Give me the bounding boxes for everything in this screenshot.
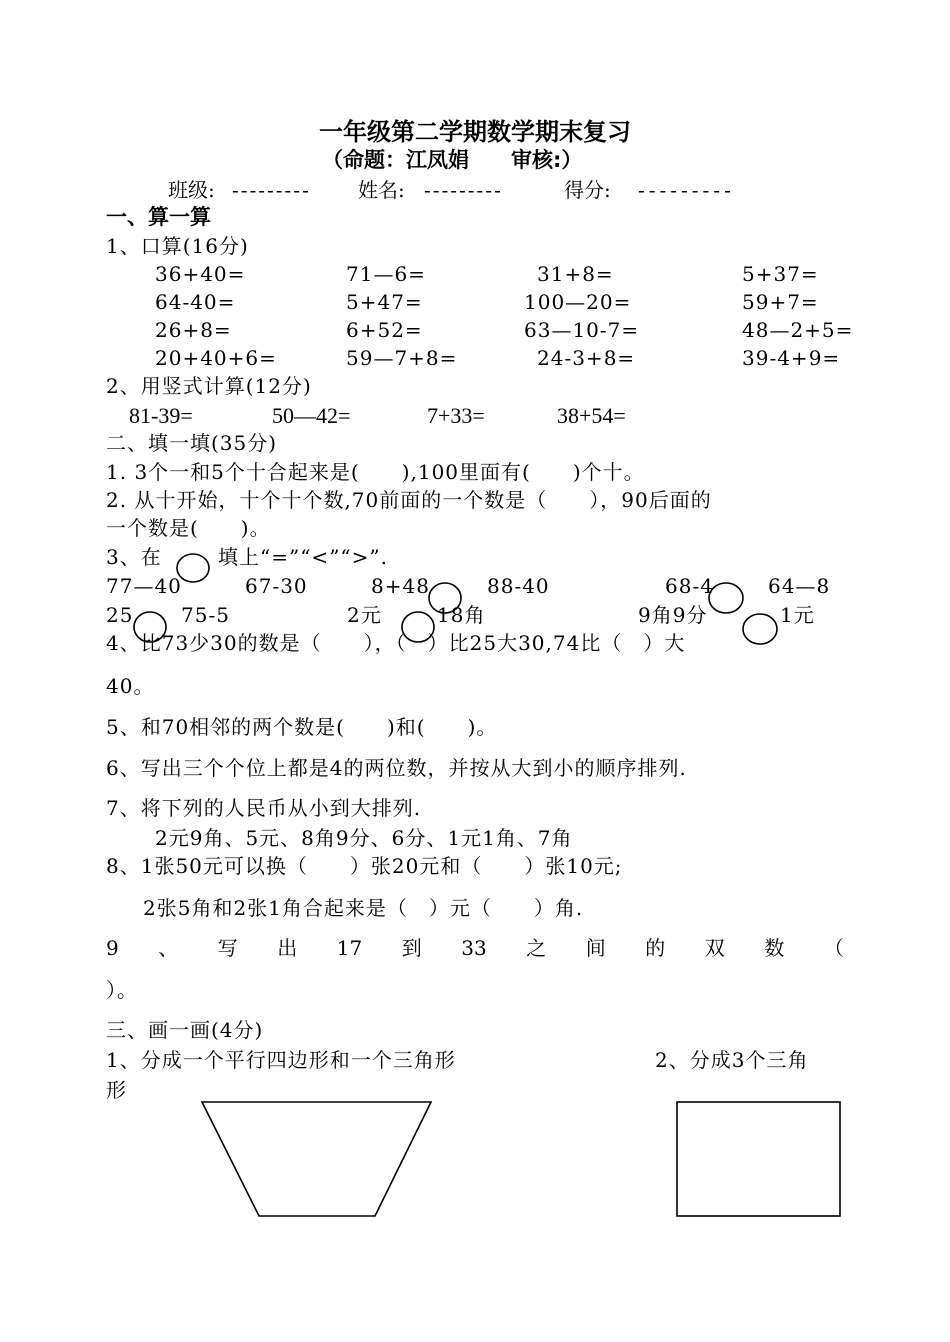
- drawing-figures: [0, 1095, 950, 1235]
- question-2-2-line2: 一个数是( )。: [106, 516, 271, 540]
- vertical-calc-item: 38+54=: [557, 403, 626, 428]
- question-2-3-prefix: 3、在: [106, 545, 162, 569]
- score-label: 得分:: [564, 178, 611, 202]
- page-title: 一年级第二学期数学期末复习: [319, 118, 631, 146]
- score-blank: ---------: [638, 178, 735, 202]
- oral-item: 63—10-7=: [524, 318, 640, 342]
- compare-circle: [709, 583, 743, 613]
- compare-item: 9角9分: [638, 603, 708, 627]
- compare-circle: [134, 612, 166, 642]
- question-2-4-line2: 40。: [106, 674, 155, 698]
- compare-item: 2元: [347, 603, 382, 627]
- oral-item: 64-40=: [155, 290, 236, 314]
- oral-item: 59+7=: [742, 290, 819, 314]
- q9-word: 间: [585, 936, 606, 960]
- question-2-5: 5、和70相邻的两个数是( )和( )。: [106, 715, 498, 739]
- compare-item: 64—8: [768, 574, 831, 598]
- vertical-calc-item: 81-39=: [129, 403, 193, 428]
- q9-word: 数: [764, 936, 785, 960]
- question-2-9-line1: [106, 938, 844, 958]
- question-3-2-wrap: 形: [106, 1078, 127, 1102]
- vertical-calc-item: 50—42=: [272, 403, 351, 428]
- question-2-9-line2: ）。: [106, 978, 138, 1002]
- oral-item: 5+37=: [742, 262, 819, 286]
- oral-item: 71—6=: [346, 262, 426, 286]
- oral-item: 100—20=: [524, 290, 632, 314]
- compare-item: 68-4: [665, 574, 714, 598]
- oral-item: 20+40+6=: [155, 346, 277, 370]
- q9-word: 双: [704, 936, 725, 960]
- page-subtitle: （命题：江凤娟 审核:）: [322, 148, 583, 172]
- compare-item: 1元: [780, 603, 815, 627]
- question-2-4-line1: 4、比73少30的数是（ ），（ ）比25大30,74比（ ）大: [106, 631, 686, 655]
- question-2-3-suffix: 填上“=”“<”“>”.: [218, 545, 388, 569]
- q9-word: 写: [217, 936, 238, 960]
- trapezoid-figure: [202, 1102, 431, 1216]
- question-3-1: 1、分成一个平行四边形和一个三角形: [106, 1048, 456, 1072]
- question-2-2-line1: 2. 从十开始，十个十个数,70前面的一个数是（ ），90后面的: [106, 488, 712, 512]
- q9-word: 到: [401, 936, 422, 960]
- question-2-7-items: 2元9角、5元、8角9分、6分、1元1角、7角: [155, 826, 573, 850]
- rectangle-figure: [677, 1102, 840, 1216]
- compare-item: 18角: [437, 603, 486, 627]
- compare-circle: [402, 612, 434, 642]
- oral-item: 48—2+5=: [742, 318, 854, 342]
- question-2-8-line2: 2张5角和2张1角合起来是（ ）元（ ）角.: [143, 896, 584, 920]
- compare-item: 25: [106, 603, 134, 627]
- oral-item: 5+47=: [346, 290, 423, 314]
- class-label: 班级:: [168, 178, 215, 202]
- q9-word: 的: [645, 936, 666, 960]
- vertical-calc-item: 7+33=: [427, 403, 485, 428]
- question-1-2-label: 2、用竖式计算(12分): [106, 374, 312, 398]
- compare-item: 75-5: [181, 603, 230, 627]
- compare-item: 88-40: [487, 574, 550, 598]
- oral-item: 26+8=: [155, 318, 232, 342]
- question-3-2: 2、分成3个三角: [655, 1048, 809, 1072]
- oral-item: 59—7+8=: [346, 346, 458, 370]
- compare-circle: [743, 614, 777, 644]
- name-blank: ---------: [424, 178, 503, 202]
- q9-word: 17: [336, 936, 363, 960]
- q9-word: （: [823, 936, 844, 960]
- compare-item: 77—40: [106, 574, 182, 598]
- question-1-1-label: 1、口算(16分): [106, 234, 249, 258]
- oral-item: 36+40=: [155, 262, 246, 286]
- question-2-8-line1: 8、1张50元可以换（ ）张20元和（ ）张10元;: [106, 854, 623, 878]
- question-2-6: 6、写出三个个位上都是4的两位数，并按从大到小的顺序排列.: [106, 756, 687, 780]
- compare-circle: [177, 554, 209, 582]
- name-label: 姓名:: [358, 178, 405, 202]
- oral-item: 24-3+8=: [537, 346, 636, 370]
- question-2-1: 1. 3个一和5个十合起来是( ),100里面有( )个十。: [106, 460, 645, 484]
- compare-circle: [429, 583, 461, 613]
- q9-word: 出: [277, 936, 298, 960]
- section-heading-1: 一、算一算: [106, 205, 211, 229]
- compare-item: 8+48: [371, 574, 430, 598]
- section-heading-2: 二、填一填(35分): [106, 431, 278, 455]
- q9-word: 之: [526, 936, 547, 960]
- question-2-7: 7、将下列的人民币从小到大排列.: [106, 796, 422, 820]
- oral-item: 31+8=: [537, 262, 614, 286]
- compare-item: 67-30: [245, 574, 308, 598]
- class-blank: ---------: [232, 178, 311, 202]
- section-heading-3: 三、画一画(4分): [106, 1018, 264, 1042]
- q9-word: 33: [461, 936, 487, 960]
- q9-word: 9: [106, 936, 119, 960]
- oral-item: 6+52=: [346, 318, 423, 342]
- oral-item: 39-4+9=: [742, 346, 841, 370]
- q9-word: 、: [158, 936, 179, 960]
